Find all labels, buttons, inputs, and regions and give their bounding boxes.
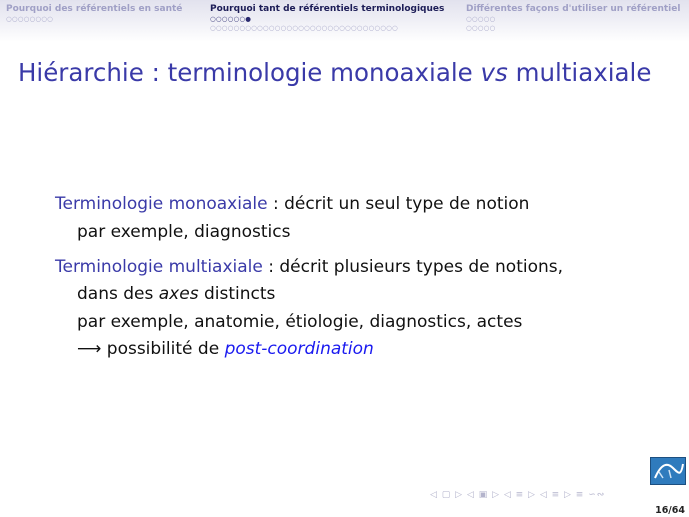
- beamer-navigation-controls[interactable]: ◁ ▢ ▷ ◁ ▣ ▷ ◁ ≡ ▷ ◁ ≡ ▷ ≡ ∽∾: [430, 490, 606, 500]
- section-link-pourquoi-referentiels[interactable]: Pourquoi des référentiels en santé: [6, 4, 183, 14]
- post-coordination-link[interactable]: post-coordination: [224, 339, 374, 359]
- mono-example: par exemple, diagnostics: [77, 222, 291, 242]
- mono-term: Terminologie monoaxiale: [55, 194, 268, 214]
- title-text-1: Hiérarchie : terminologie monoaxiale: [18, 58, 481, 87]
- multi-term: Terminologie multiaxiale: [55, 257, 263, 277]
- section-link-pourquoi-tant[interactable]: Pourquoi tant de référentiels terminologiques: [210, 4, 445, 14]
- multi-line2-axes: axes: [158, 284, 199, 304]
- page-number: 16/64: [655, 505, 685, 516]
- section-link-differentes-facons[interactable]: Différentes façons d'utiliser un référentiel: [466, 4, 681, 14]
- mono-definition: [55, 194, 529, 214]
- section-progress-dots[interactable]: ○○○○○○●: [210, 15, 252, 23]
- mono-desc: : décrit un seul type de notion: [267, 194, 530, 214]
- title-vs: vs: [480, 58, 508, 87]
- multi-line2-post: distincts: [198, 284, 276, 304]
- multi-desc: : décrit plusieurs types de notions,: [262, 257, 564, 277]
- section-progress-dots[interactable]: ○○○○○○○○: [6, 15, 53, 23]
- post-coordination-line: [77, 339, 374, 359]
- multi-line2-pre: dans des: [77, 284, 159, 304]
- multi-definition: [55, 257, 563, 277]
- section-progress-dots[interactable]: ○○○○○: [466, 15, 496, 23]
- section-progress-dots[interactable]: ○○○○○○○○○○○○○○○○○○○○○○○○○○○○○○○○: [210, 24, 398, 32]
- section-navigation-bar: [0, 0, 689, 42]
- multi-line-2: [77, 284, 275, 304]
- multi-example: par exemple, anatomie, étiologie, diagnostics, actes: [77, 312, 523, 332]
- institution-logo: [650, 457, 686, 485]
- slide-title: [18, 58, 678, 87]
- arrow-icon: ⟶: [77, 339, 102, 359]
- post-coordination-pre: possibilité de: [101, 339, 225, 359]
- section-progress-dots[interactable]: ○○○○○: [466, 24, 496, 32]
- title-text-2: multiaxiale: [507, 58, 652, 87]
